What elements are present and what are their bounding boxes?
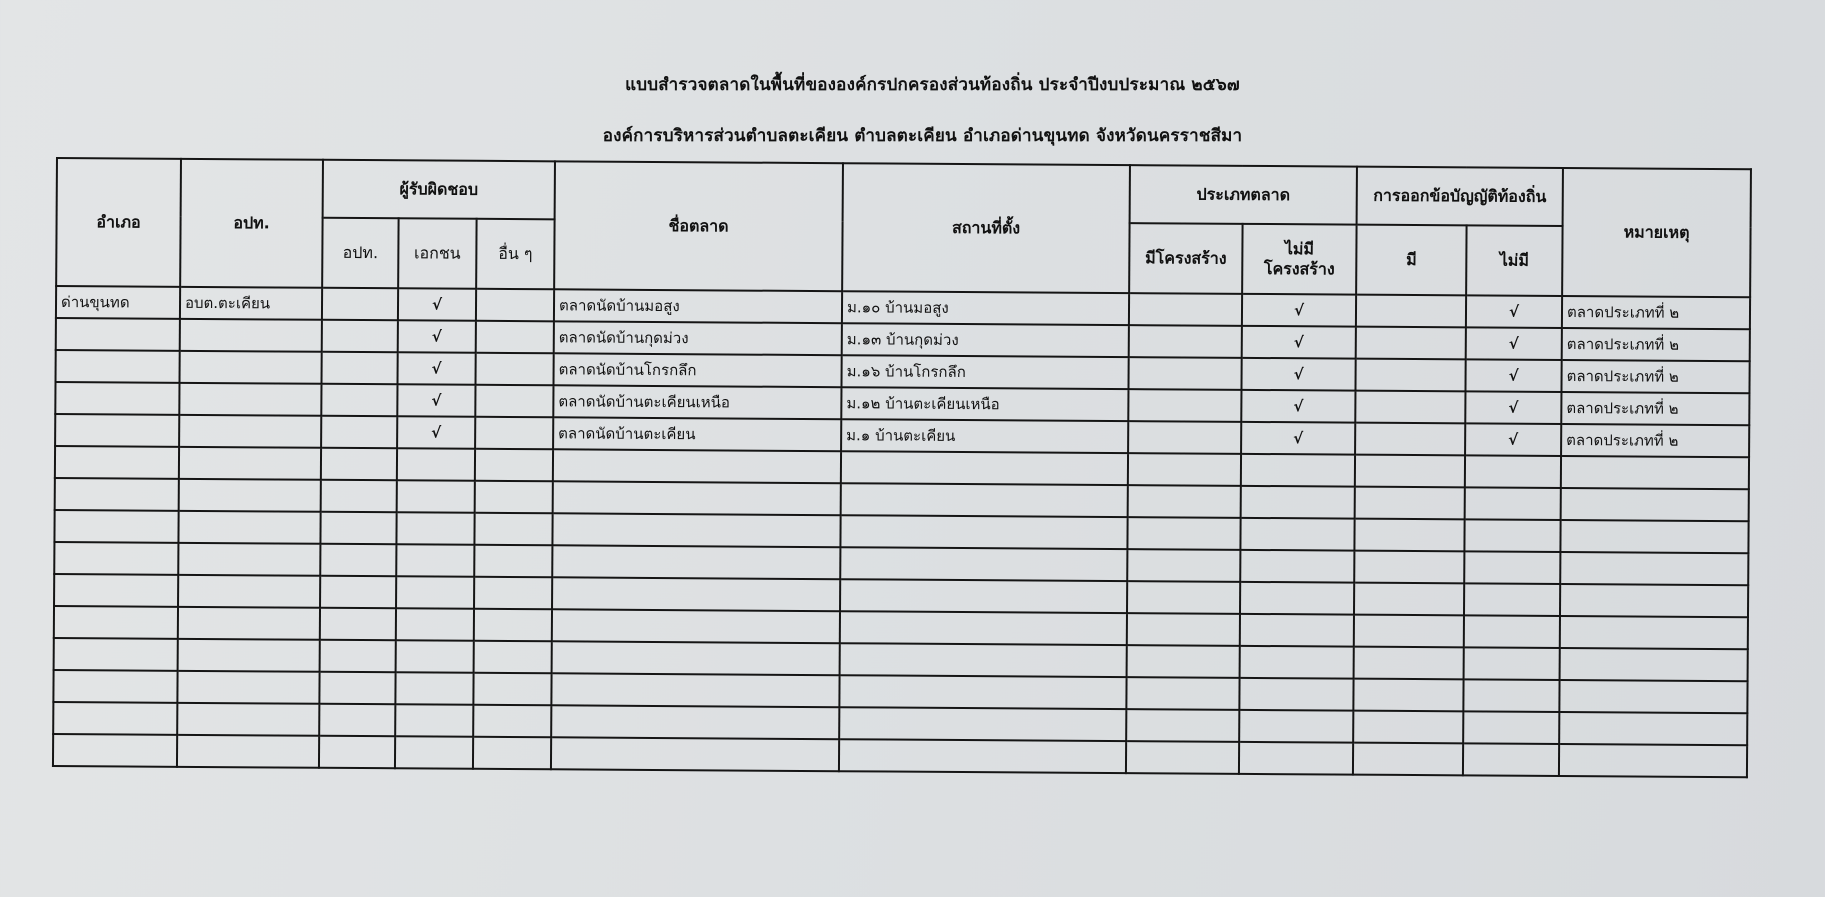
cell-lao — [179, 415, 321, 448]
cell-type-structure — [1128, 453, 1241, 486]
cell-resp-lao — [319, 672, 395, 705]
cell-type-no-structure — [1239, 710, 1353, 743]
cell-resp-other — [475, 353, 553, 386]
cell-ordinance-no — [1464, 551, 1560, 584]
cell-type-no-structure — [1241, 454, 1355, 487]
cell-ordinance-no — [1463, 679, 1559, 712]
cell-market-name: ตลาดนัดบ้านโกรกลึก — [554, 353, 842, 387]
cell-remark: ตลาดประเภทที่ ๒ — [1561, 392, 1749, 425]
cell-lao — [178, 639, 320, 672]
cell-type-no-structure — [1239, 742, 1353, 775]
header-ordinance: การออกข้อบัญญัติท้องถิ่น — [1357, 167, 1563, 226]
cell-ordinance-no — [1463, 743, 1559, 776]
cell-type-structure — [1128, 357, 1241, 390]
cell-ordinance-yes — [1353, 743, 1463, 776]
cell-district — [55, 414, 179, 447]
cell-location: ม.๑๒ บ้านตะเคียนเหนือ — [841, 387, 1128, 421]
header-market-type: ประเภทตลาด — [1130, 165, 1357, 225]
cell-location — [840, 611, 1127, 645]
cell-type-structure — [1126, 709, 1239, 742]
cell-resp-other — [473, 705, 551, 738]
cell-ordinance-no: √ — [1465, 391, 1561, 424]
cell-resp-other — [474, 641, 552, 674]
cell-market-name — [552, 513, 840, 547]
cell-location — [840, 579, 1127, 613]
cell-market-name: ตลาดนัดบ้านมอสูง — [554, 289, 842, 323]
header-ordinance-no: ไม่มี — [1466, 225, 1562, 296]
table-body — [53, 286, 1750, 777]
cell-district — [54, 510, 178, 543]
cell-resp-private — [396, 608, 474, 641]
cell-type-no-structure — [1240, 614, 1354, 647]
cell-market-name — [552, 577, 840, 611]
cell-district — [54, 638, 178, 671]
cell-remark — [1561, 456, 1749, 489]
cell-resp-lao — [322, 352, 398, 385]
header-type-no-structure: ไม่มี โครงสร้าง — [1242, 224, 1356, 295]
cell-resp-private — [395, 672, 473, 705]
cell-resp-private: √ — [398, 288, 476, 321]
cell-ordinance-no — [1465, 487, 1561, 520]
cell-resp-other — [474, 577, 552, 610]
cell-market-name — [552, 609, 840, 643]
cell-ordinance-yes — [1355, 487, 1465, 520]
cell-location — [840, 515, 1127, 549]
cell-location — [839, 707, 1126, 741]
table-header-row — [57, 158, 1751, 227]
cell-lao — [178, 575, 320, 608]
cell-ordinance-yes — [1355, 391, 1465, 424]
cell-lao — [178, 607, 320, 640]
cell-resp-private — [397, 448, 475, 481]
cell-district — [53, 702, 177, 735]
cell-type-no-structure — [1239, 678, 1353, 711]
cell-remark — [1560, 520, 1748, 553]
cell-lao — [177, 671, 319, 704]
cell-ordinance-yes — [1356, 295, 1466, 328]
cell-district — [56, 318, 180, 351]
cell-district — [56, 350, 180, 383]
cell-location: ม.๑๐ บ้านมอสูง — [842, 291, 1129, 325]
cell-district — [55, 446, 179, 479]
cell-location — [841, 451, 1128, 485]
cell-remark: ตลาดประเภทที่ ๒ — [1561, 424, 1749, 457]
cell-ordinance-no: √ — [1466, 359, 1562, 392]
cell-resp-other — [473, 737, 551, 770]
cell-district — [53, 734, 177, 767]
cell-market-name — [552, 545, 840, 579]
cell-resp-lao — [319, 736, 395, 769]
cell-market-name: ตลาดนัดบ้านตะเคียนเหนือ — [553, 385, 841, 419]
cell-resp-lao — [320, 640, 396, 673]
cell-resp-private — [396, 544, 474, 577]
cell-type-structure — [1126, 677, 1239, 710]
cell-resp-other — [475, 385, 553, 418]
cell-type-no-structure: √ — [1242, 294, 1356, 327]
header-resp-lao: อปท. — [322, 218, 398, 289]
cell-lao — [179, 447, 321, 480]
cell-location — [839, 675, 1126, 709]
header-resp-other: อื่น ๆ — [476, 219, 554, 290]
header-ordinance-yes: มี — [1356, 225, 1466, 296]
cell-resp-other — [473, 673, 551, 706]
cell-lao — [180, 319, 322, 352]
cell-ordinance-no — [1464, 583, 1560, 616]
cell-resp-private — [396, 576, 474, 609]
cell-location — [839, 739, 1126, 773]
cell-remark — [1560, 616, 1748, 649]
cell-ordinance-no: √ — [1466, 295, 1562, 328]
cell-type-structure — [1129, 293, 1242, 326]
cell-market-name: ตลาดนัดบ้านกุดม่วง — [554, 321, 842, 355]
cell-location: ม.๑๓ บ้านกุดม่วง — [842, 323, 1129, 357]
cell-resp-lao — [320, 576, 396, 609]
cell-remark — [1559, 712, 1747, 745]
cell-lao — [177, 703, 319, 736]
document-subtitle: องค์การบริหารส่วนตำบลตะเคียน ตำบลตะเคียน อำเภอด่านขุนทด จังหวัดนครราชสีมา — [602, 126, 1243, 146]
cell-remark — [1559, 680, 1747, 713]
cell-type-structure — [1126, 741, 1239, 774]
cell-district — [54, 542, 178, 575]
header-resp-private: เอกชน — [398, 218, 476, 289]
cell-lao: อบต.ตะเคียน — [180, 287, 322, 320]
header-market-name: ชื่อตลาด — [554, 161, 843, 291]
cell-ordinance-no — [1464, 519, 1560, 552]
cell-type-structure — [1129, 325, 1242, 358]
cell-ordinance-yes — [1354, 647, 1464, 680]
cell-type-structure — [1128, 389, 1241, 422]
cell-location — [840, 547, 1127, 581]
cell-resp-other — [476, 289, 554, 322]
cell-type-no-structure: √ — [1241, 358, 1355, 391]
cell-type-structure — [1127, 645, 1240, 678]
cell-market-name — [551, 705, 839, 739]
cell-resp-private: √ — [397, 416, 475, 449]
cell-ordinance-no — [1464, 647, 1560, 680]
header-location: สถานที่ตั้ง — [842, 163, 1130, 293]
cell-type-no-structure — [1241, 486, 1355, 519]
cell-ordinance-yes — [1355, 423, 1465, 456]
cell-type-no-structure: √ — [1241, 390, 1355, 423]
cell-market-name: ตลาดนัดบ้านตะเคียน — [553, 417, 841, 451]
cell-resp-private — [397, 480, 475, 513]
cell-lao — [177, 735, 319, 768]
header-type-structure: มีโครงสร้าง — [1129, 223, 1242, 294]
cell-market-name — [552, 641, 840, 675]
cell-remark: ตลาดประเภทที่ ๒ — [1562, 360, 1750, 393]
cell-district: ด่านขุนทด — [56, 286, 180, 319]
cell-ordinance-yes — [1356, 359, 1466, 392]
cell-type-structure — [1128, 421, 1241, 454]
cell-type-structure — [1127, 613, 1240, 646]
cell-resp-private — [396, 640, 474, 673]
cell-ordinance-no — [1464, 615, 1560, 648]
market-survey-table — [52, 157, 1752, 778]
cell-resp-private — [396, 512, 474, 545]
cell-ordinance-yes — [1356, 327, 1466, 360]
header-remark: หมายเหตุ — [1562, 168, 1751, 297]
cell-ordinance-yes — [1353, 711, 1463, 744]
cell-resp-lao — [320, 512, 396, 545]
cell-type-structure — [1128, 485, 1241, 518]
cell-location: ม.๑ บ้านตะเคียน — [841, 419, 1128, 453]
cell-remark — [1561, 488, 1749, 521]
cell-remark — [1560, 648, 1748, 681]
cell-ordinance-yes — [1355, 455, 1465, 488]
cell-lao — [178, 511, 320, 544]
cell-type-structure — [1127, 549, 1240, 582]
cell-location — [841, 483, 1128, 517]
cell-resp-lao — [322, 320, 398, 353]
header-responsible: ผู้รับผิดชอบ — [323, 160, 555, 220]
cell-resp-lao — [321, 480, 397, 513]
cell-type-no-structure — [1240, 582, 1354, 615]
cell-district — [55, 382, 179, 415]
cell-ordinance-yes — [1354, 583, 1464, 616]
cell-type-no-structure: √ — [1242, 326, 1356, 359]
cell-district — [55, 478, 179, 511]
cell-resp-other — [474, 545, 552, 578]
cell-remark — [1559, 744, 1747, 777]
cell-resp-lao — [321, 448, 397, 481]
cell-resp-other — [474, 609, 552, 642]
header-lao: อปท. — [180, 159, 323, 288]
cell-district — [53, 670, 177, 703]
cell-resp-lao — [322, 288, 398, 321]
cell-resp-other — [475, 449, 553, 482]
cell-market-name — [551, 737, 839, 771]
cell-district — [54, 574, 178, 607]
header-district: อำเภอ — [56, 158, 181, 287]
cell-ordinance-yes — [1354, 551, 1464, 584]
cell-resp-private — [395, 704, 473, 737]
cell-market-name — [551, 673, 839, 707]
cell-market-name — [553, 449, 841, 483]
cell-resp-other — [475, 481, 553, 514]
cell-lao — [179, 479, 321, 512]
cell-type-structure — [1127, 517, 1240, 550]
cell-resp-private: √ — [398, 320, 476, 353]
cell-ordinance-yes — [1354, 519, 1464, 552]
cell-resp-lao — [320, 544, 396, 577]
cell-location — [840, 643, 1127, 677]
cell-ordinance-yes — [1353, 679, 1463, 712]
cell-lao — [179, 383, 321, 416]
cell-ordinance-no: √ — [1466, 327, 1562, 360]
cell-remark — [1560, 552, 1748, 585]
cell-ordinance-no — [1463, 711, 1559, 744]
cell-resp-lao — [321, 416, 397, 449]
cell-ordinance-no: √ — [1465, 423, 1561, 456]
cell-resp-private: √ — [397, 384, 475, 417]
cell-resp-lao — [321, 384, 397, 417]
cell-resp-other — [475, 417, 553, 450]
cell-type-structure — [1127, 581, 1240, 614]
cell-resp-lao — [320, 608, 396, 641]
cell-type-no-structure: √ — [1241, 422, 1355, 455]
cell-ordinance-yes — [1354, 615, 1464, 648]
cell-lao — [178, 543, 320, 576]
document-title: แบบสำรวจตลาดในพื้นที่ขององค์กรปกครองส่วนท้องถิ่น ประจำปีงบประมาณ ๒๕๖๗ — [625, 75, 1240, 95]
cell-type-no-structure — [1240, 646, 1354, 679]
cell-resp-other — [476, 321, 554, 354]
cell-resp-private — [395, 736, 473, 769]
cell-market-name — [553, 481, 841, 515]
cell-remark: ตลาดประเภทที่ ๒ — [1562, 296, 1750, 329]
cell-resp-private: √ — [398, 352, 476, 385]
cell-remark: ตลาดประเภทที่ ๒ — [1562, 328, 1750, 361]
cell-location: ม.๑๖ บ้านโกรกลึก — [842, 355, 1129, 389]
cell-type-no-structure — [1240, 550, 1354, 583]
cell-district — [54, 606, 178, 639]
cell-lao — [180, 351, 322, 384]
cell-type-no-structure — [1240, 518, 1354, 551]
cell-ordinance-no — [1465, 455, 1561, 488]
cell-resp-other — [474, 513, 552, 546]
cell-remark — [1560, 584, 1748, 617]
cell-resp-lao — [319, 704, 395, 737]
